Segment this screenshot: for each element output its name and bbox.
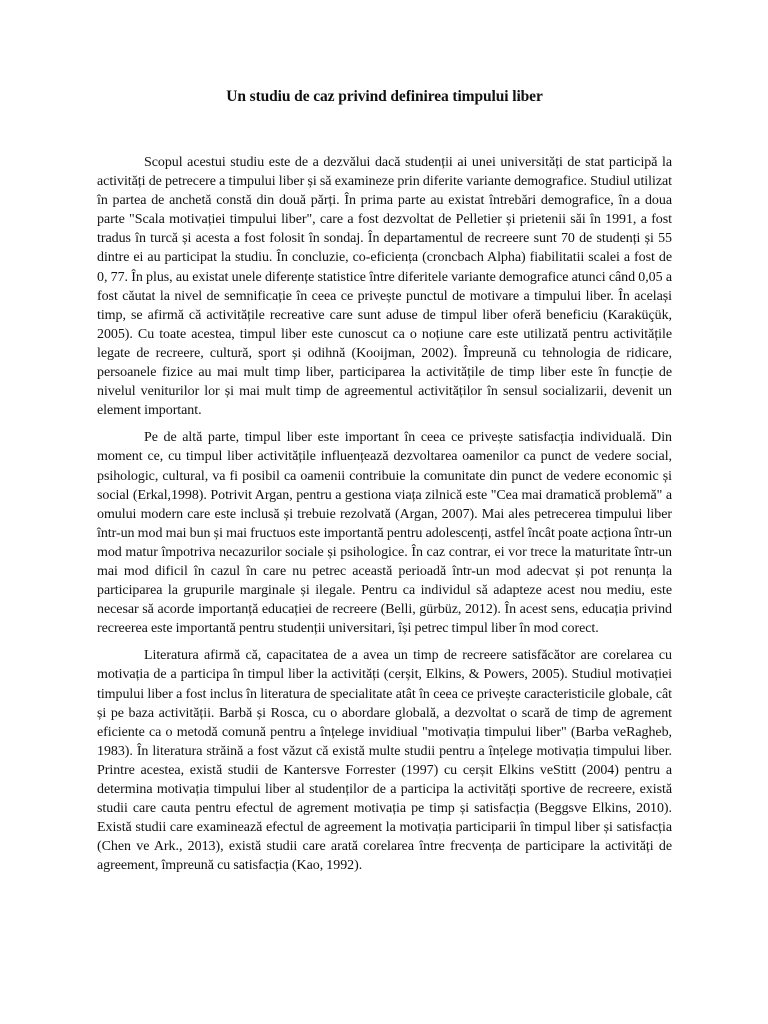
document-title: Un studiu de caz privind definirea timpului liber bbox=[226, 88, 543, 105]
paragraph-3: Literatura afirmă că, capacitatea de a avea un timp de recreere satisfăcător are corelarea cu motivația de a participa în timpul liber la activități (cerșit, Elkins, & Powers, 2005). Studiul motivației timpului liber a fost inclus în literatura de specialitate atât în ceea ce privește caracteristicile globale, cât și pe baza activității. Barbă și Rosca, cu o abordare globală, a dezvoltat o scară de timp de agrement eficiente ca o metodă comună pentru a înțelege invidiual "motivația timpului liber" (Barba veRagheb, 1983). În literatura străină a fost văzut că există multe studii pentru a înțelege motivația timpului liber. Printre acestea, există studii de Kantersve Forrester (1997) cu cerșit Elkins veStitt (2004) pentru a determina motivația timpului liber al studenților de a participa la activități sportive de recreere, există studii care cauta pentru efectul de agrement motivația pe timp și satisfacția (Beggsve Elkins, 2010). Există studii care examinează efectul de agreement la motivația participarii în timpul liber și satisfacția (Chen ve Ark., 2013), există studii care arată corelarea între frecvența de participare la activități de agreement, împreună cu satisfacția (Kao, 1992). bbox=[97, 648, 672, 874]
document-body bbox=[97, 153, 672, 875]
paragraph-1: Scopul acestui studiu este de a dezvălui dacă studenții ai unei universități de stat participă la activități de petrecere a timpului liber și să examineze prin diferite variante demografice. Studiul utilizat în partea de anchetă constă din două părți. În prima parte au existat întrebări demografice, în a doua parte "Scala motivației timpului liber", care a fost dezvoltat de Pelletier și prietenii săi în 1991, a fost tradus în turcă și acesta a fost folosit în sondaj. În departamentul de recreere sunt 70 de studenți și 55 dintre ei au participat la studiu. În concluzie, co-eficiența (croncbach Alpha) fiabilitatii scalei a fost de 0, 77. În plus, au existat unele diferențe statistice între diferitele variante demografice atunci când 0,05 a fost căutat la nivel de semnificație în ceea ce privește punctul de motivare a timpului liber. În același timp, se afirmă că activitățile recreative care sunt aduse de timpul liber oferă beneficiu (Karaküçük, 2005). Cu toate acestea, timpul liber este cunoscut ca o noțiune care este utilizată pentru activitățile legate de recreere, cultură, sport și odihnă (Kooijman, 2002). Împreună cu tehnologia de ridicare, persoanele fizice au mai mult timp liber, participarea la activitățile de timp liber este în funcție de nivelul veniturilor lor și mai mult timp de agreementul activităților în sensul socializarii, devenit un element important. bbox=[97, 155, 672, 419]
paragraph-2: Pe de altă parte, timpul liber este important în ceea ce privește satisfacția individuală. Din moment ce, cu timpul liber activitățile influențează dezvoltarea oamenilor ca punct de vedere social, psihologic, cultural, va fi posibil ca oamenii contribuie la comunitate din punct de vedere economic și social (Erkal,1998). Potrivit Argan, pentru a gestiona viața zilnică este "Cea mai dramatică problemă" a omului modern care este inclusă și trebuie rezolvată (Argan, 2007). Mai ales petrecerea timpului liber într-un mod mai bun și mai fructuos este importantă pentru adolescenți, astfel încât poate acționa într-un mod matur împotriva necazurilor sociale și psihologice. În caz contrar, ei vor trece la maturitate într-un mai mod dificil în cazul în care nu petrec această perioadă într-un mod adecvat și pot renunța la participarea la grupurile marginale și ilegale. Pentru ca individul să adapteze acest nou mediu, este necesar să acorde importanță educației de recreere (Belli, gürbüz, 2012). În acest sens, educația privind recreerea este importantă pentru studenții universitari, își petrec timpul liber în mod corect. bbox=[97, 430, 672, 637]
